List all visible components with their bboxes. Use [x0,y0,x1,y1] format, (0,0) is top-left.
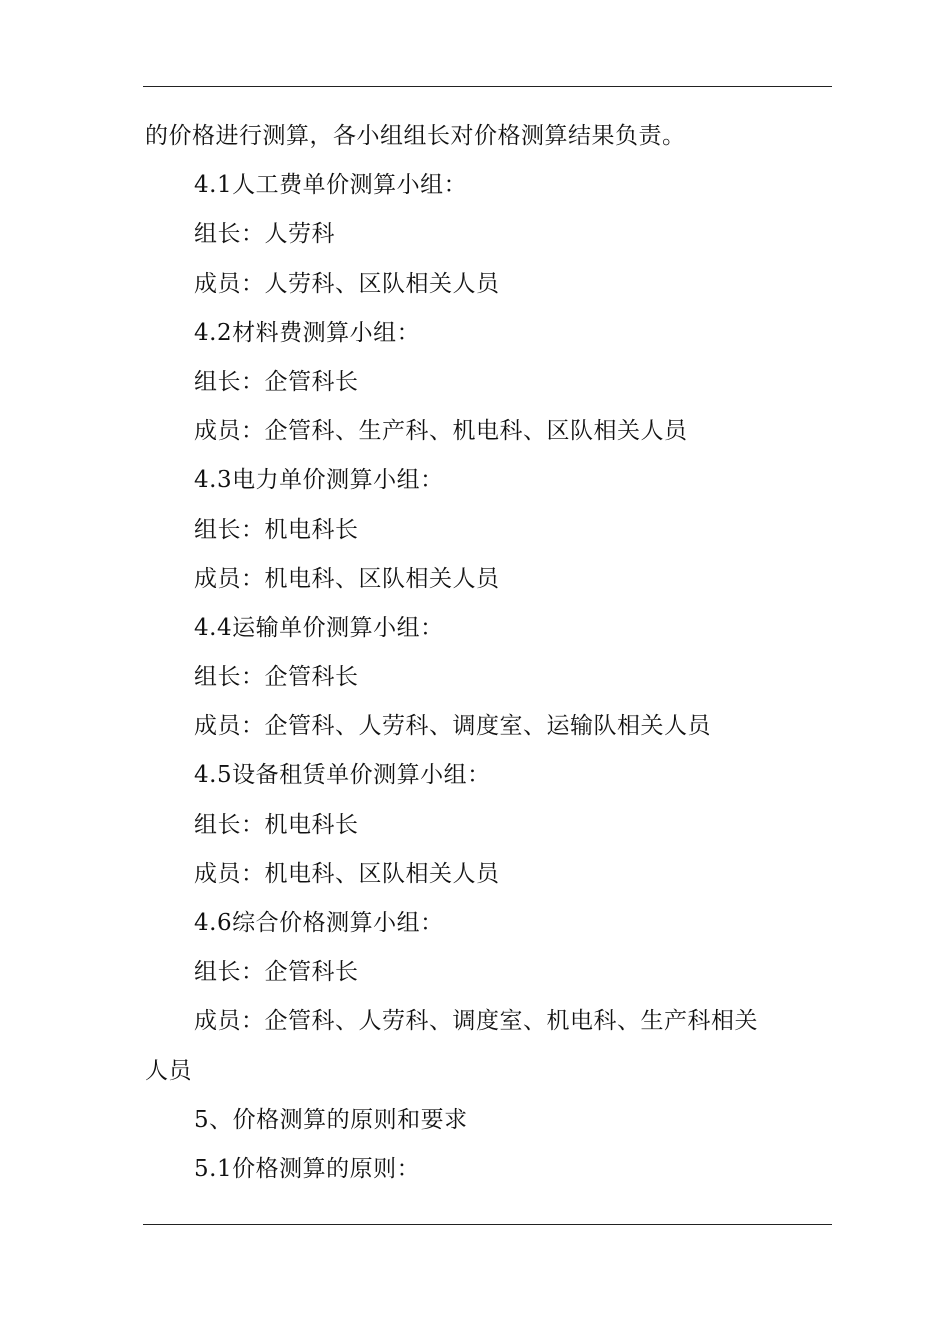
paragraph-line: 组长：机电科长 [194,516,359,543]
paragraph-line: 组长：企管科长 [194,959,359,986]
section-heading-4-4: 4.4运输单价测算小组： [194,614,444,641]
paragraph-line: 成员：企管科、生产科、机电科、区队相关人员 [194,418,688,445]
paragraph-line: 成员：机电科、区队相关人员 [194,565,500,592]
footer-rule [143,1224,832,1225]
paragraph-line: 组长：企管科长 [194,368,359,395]
section-heading-4-1: 4.1人工费单价测算小组： [194,172,468,199]
section-heading-4-6: 4.6综合价格测算小组： [194,910,444,936]
paragraph-line: 成员：企管科、人劳科、调度室、运输队相关人员 [194,713,711,740]
paragraph-line: 成员：企管科、人劳科、调度室、机电科、生产科相关 [194,1008,758,1035]
section-heading-4-2: 4.2材料费测算小组： [194,319,421,346]
paragraph-line: 人员 [145,1057,192,1084]
paragraph-line: 组长：企管科长 [194,664,359,691]
section-heading-5-1: 5.1价格测算的原则： [194,1155,421,1182]
paragraph-line: 成员：机电科、区队相关人员 [194,860,500,887]
section-heading-5: 5、价格测算的原则和要求 [194,1106,468,1133]
paragraph-line: 组长：人劳科 [194,221,335,248]
section-heading-4-3: 4.3电力单价测算小组： [194,467,444,494]
section-heading-4-5: 4.5设备租赁单价测算小组： [194,762,491,789]
header-rule [143,86,832,87]
paragraph-line: 组长：机电科长 [194,811,359,838]
paragraph-line: 的价格进行测算，各小组组长对价格测算结果负责。 [145,123,686,149]
paragraph-line: 成员：人劳科、区队相关人员 [194,270,500,297]
document-body [145,112,805,1194]
